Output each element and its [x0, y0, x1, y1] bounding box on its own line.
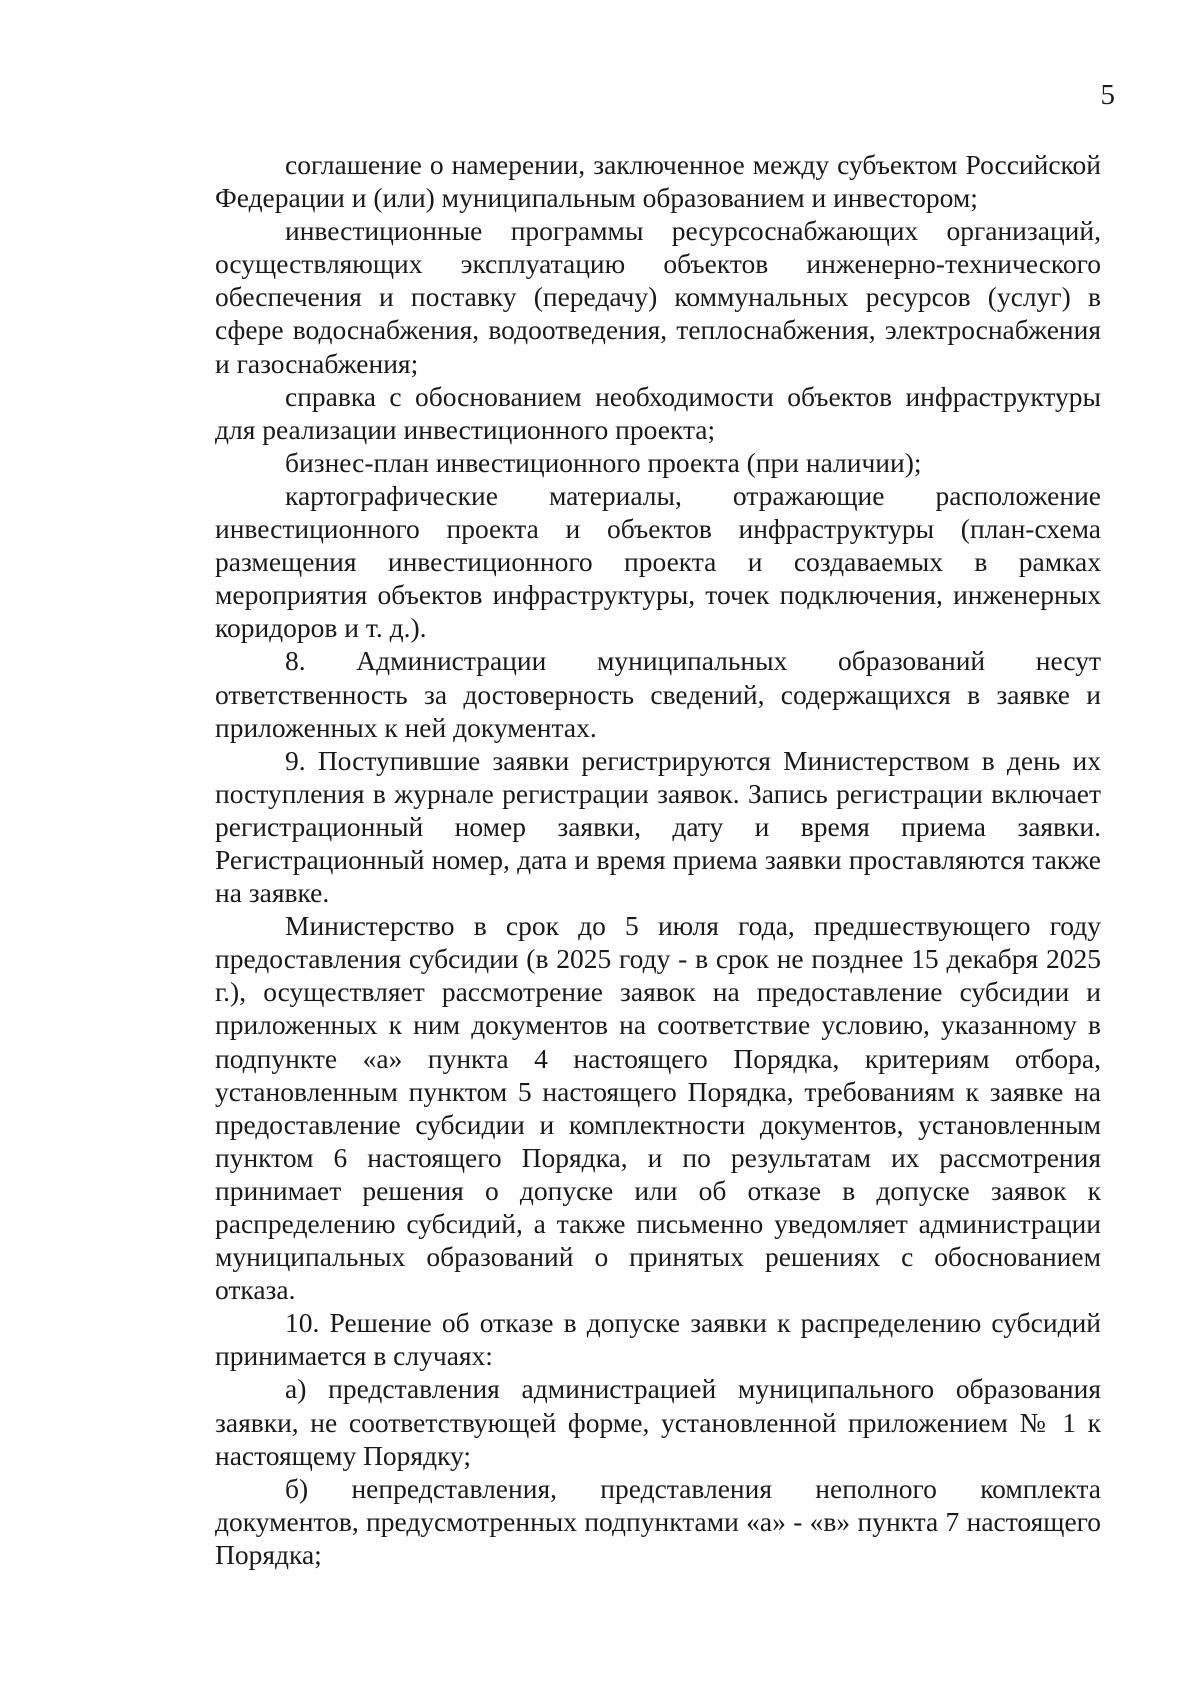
paragraph-item-10-a: а) представления администрацией муниципального образования заявки, не соответствующей форме, установленной приложением № 1 к настоящему Порядку;: [215, 1373, 1101, 1471]
paragraph-item-10-b: б) непредставления, представления неполного комплекта документов, предусмотренных подпунктами «а» - «в» пункта 7 настоящего Порядка;: [215, 1472, 1101, 1570]
paragraph-investment-programs: инвестиционные программы ресурсоснабжающих организаций, осуществляющих эксплуатацию объектов инженерно-технического обеспечения и поставку (передачу) коммунальных ресурсов (услуг) в сфере водоснабжения, водоотведения, теплоснабжения, электроснабжения и газоснабжения;: [215, 215, 1101, 379]
paragraph-justification-note: справка с обоснованием необходимости объектов инфраструктуры для реализации инвестиционного проекта;: [215, 380, 1101, 445]
paragraph-item-9: 9. Поступившие заявки регистрируются Министерством в день их поступления в журнале регистрации заявок. Запись регистрации включает регистрационный номер заявки, дату и время приема заявки. Регистрационный номер, дата и время приема заявки проставляются также на заявке.: [215, 744, 1101, 909]
paragraph-item-8: 8. Администрации муниципальных образований несут ответственность за достоверность сведений, содержащихся в заявке и приложенных к ней документах.: [215, 645, 1101, 743]
paragraph-agreement: соглашение о намерении, заключенное между субъектом Российской Федерации и (или) муниципальным образованием и инвестором;: [215, 149, 1101, 214]
document-body: [215, 148, 1101, 1571]
paragraph-item-10: 10. Решение об отказе в допуске заявки к распределению субсидий принимается в случаях:: [215, 1307, 1101, 1372]
paragraph-ministry-review: Министерство в срок до 5 июля года, предшествующего году предоставления субсидии (в 2025 году - в срок не позднее 15 декабря 2025 г.), осуществляет рассмотрение заявок на предоставление субсидии и приложенных к ним документов на соответствие условию, указанному в подпункте «а» пункта 4 настоящего Порядка, критериям отбора, установленным пунктом 5 настоящего Порядка, требованиям к заявке на предоставление субсидии и комплектности документов, установленным пунктом 6 настоящего Порядка, и по результатам их рассмотрения принимает решения о допуске или об отказе в допуске заявок к распределению субсидий, а также письменно уведомляет администрации муниципальных образований о принятых решениях с обоснованием отказа.: [215, 910, 1101, 1306]
page-number: 5: [1100, 79, 1115, 111]
paragraph-business-plan: бизнес-план инвестиционного проекта (при наличии);: [285, 446, 922, 478]
paragraph-cartographic-materials: картографические материалы, отражающие расположение инвестиционного проекта и объектов инфраструктуры (план-схема размещения инвестиционного проекта и создаваемых в рамках мероприятия объектов инфраструктуры, точек подключения, инженерных коридоров и т. д.).: [215, 479, 1101, 644]
